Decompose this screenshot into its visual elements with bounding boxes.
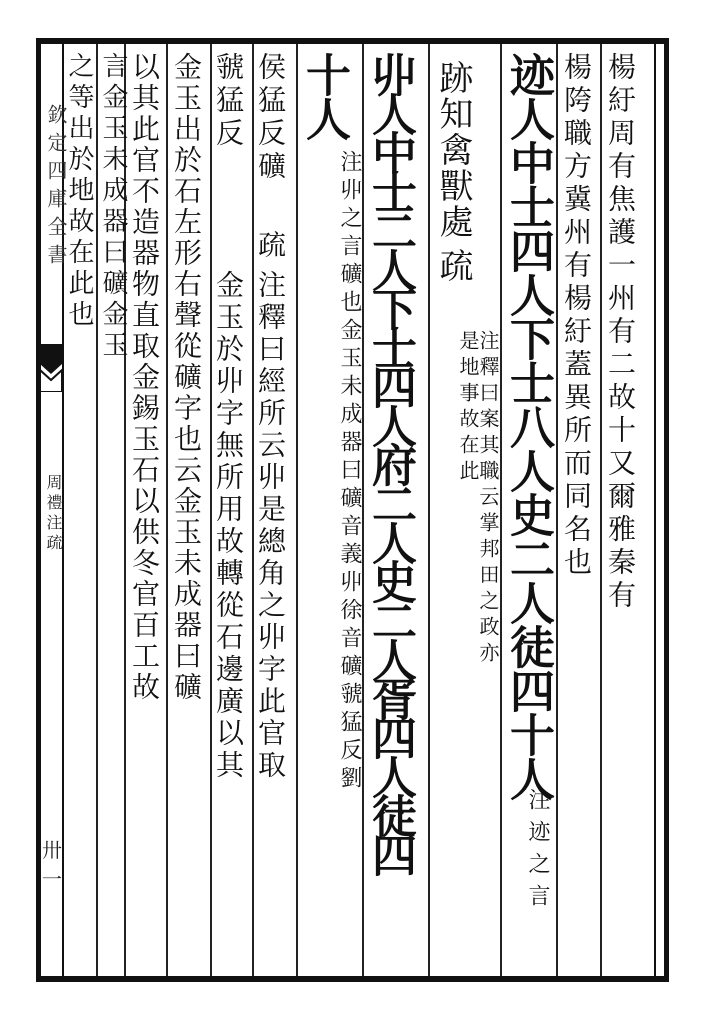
text-column-1: 楊紆周有焦護一州有二故十又爾雅秦有: [604, 52, 637, 613]
text-column-2: 楊陓職方冀州有楊紆蓋異所而同名也: [560, 52, 593, 580]
text-column-8: 虢猛反: [212, 52, 245, 151]
fishtail-ornament-icon: [40, 344, 62, 392]
text-column-4: 跡知禽獸處: [433, 60, 473, 240]
text-column-7: 侯猛反礦: [254, 52, 287, 184]
shu-marker: 疏: [254, 230, 287, 263]
text-column-4-note: 注釋曰案其職云掌邦田之政亦是地事故在此: [456, 330, 500, 668]
column-rule: [600, 44, 602, 976]
text-column-3: 迹人中士四人下士八人史二人徒四十人: [502, 52, 555, 800]
text-column-6: 十人: [298, 52, 351, 140]
text-column-10: 以其此官不造器物直取金錫玉石以供冬官百工故: [128, 52, 161, 703]
text-column-9: 金玉出於石左形右聲從礦字也云金玉未成器曰礦: [170, 52, 203, 703]
page-gutter: [40, 44, 68, 976]
inner-border-right: [654, 44, 656, 976]
text-column-11: 言金玉未成器曰礦金玉: [98, 52, 128, 362]
column-rule: [296, 44, 298, 976]
frame-border-top: [36, 38, 668, 44]
column-rule: [428, 44, 430, 976]
collection-title: 欽定四庫全書: [44, 104, 68, 272]
text-column-3-note: 注迹之言: [525, 788, 550, 916]
frame-border-right: [664, 38, 669, 982]
shu-marker: 疏: [433, 248, 473, 284]
column-rule: [166, 44, 168, 976]
text-column-6-note: 注丱之言礦也金玉未成器曰礦音義丱徐音礦虢猛反劉: [337, 150, 362, 794]
column-rule: [556, 44, 558, 976]
text-column-7-note: 注釋曰經所云丱是總角之丱字此官取: [254, 270, 287, 782]
text-column-8-note: 金玉於丱字無所用故轉從石邊廣以其: [212, 270, 245, 782]
book-title: 周禮注疏: [44, 474, 63, 554]
text-column-12: 之等出於地故在此也: [64, 52, 94, 331]
frame-border-bottom: [36, 976, 668, 982]
page-number: 卅一: [42, 838, 62, 891]
text-column-5: 丱人中士二人下士四人府二人史二人胥四人徒四: [364, 52, 417, 871]
